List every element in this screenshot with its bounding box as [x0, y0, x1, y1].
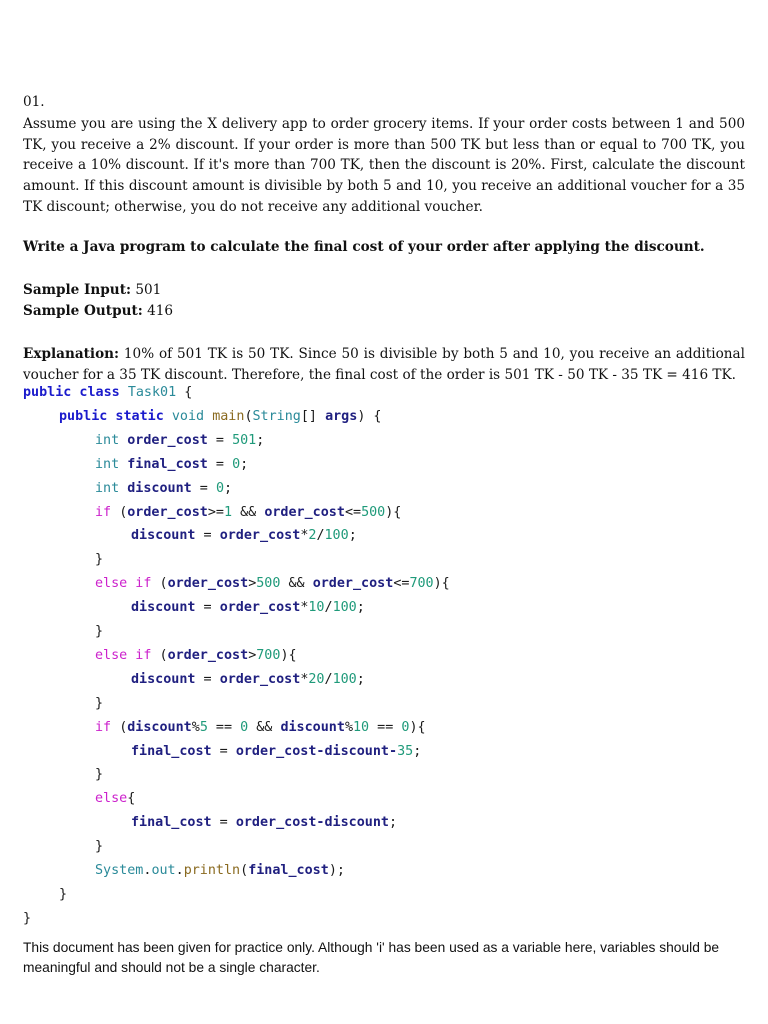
- sample-input-value: 501: [135, 282, 162, 298]
- code-token: ==: [369, 719, 402, 735]
- code-token: 2: [308, 528, 317, 544]
- explanation-label: Explanation:: [23, 346, 120, 362]
- code-token: discount: [131, 600, 196, 616]
- sample-output: [23, 303, 173, 319]
- code-token: (: [159, 647, 168, 663]
- code-token: }: [95, 552, 104, 568]
- code-token: discount: [127, 719, 192, 735]
- task-instruction: Write a Java program to calculate the final cost of your order after applying the discount.: [23, 239, 705, 255]
- code-token: &&: [280, 576, 313, 592]
- code-line: [95, 694, 103, 714]
- code-token: &&: [232, 504, 265, 520]
- code-token: (: [159, 576, 168, 592]
- code-token: >=: [207, 504, 224, 520]
- code-token: }: [95, 839, 104, 855]
- code-token: (: [240, 863, 249, 878]
- code-token: /: [316, 528, 325, 544]
- explanation: [23, 344, 745, 386]
- code-token: ;: [356, 600, 365, 616]
- code-token: System: [95, 863, 144, 878]
- code-token: public static: [59, 408, 172, 424]
- code-token: order_cost: [219, 600, 301, 616]
- sample-output-value: 416: [147, 303, 174, 319]
- code-token: >: [248, 576, 257, 592]
- code-token: Task01: [127, 385, 177, 400]
- code-token: 0: [215, 480, 224, 496]
- code-line: [95, 479, 232, 499]
- code-token: ){: [385, 504, 402, 520]
- code-token: final_cost: [131, 815, 212, 831]
- code-token: }: [23, 910, 32, 926]
- code-token: ;: [413, 743, 422, 759]
- code-token: >: [248, 647, 257, 663]
- code-token: 0: [232, 456, 241, 472]
- code-token: }: [95, 767, 104, 783]
- code-token: int: [95, 480, 128, 496]
- code-line: [95, 622, 103, 642]
- code-token: final_cost: [131, 743, 212, 759]
- code-token: ){: [280, 647, 297, 663]
- code-token: <=: [393, 576, 410, 592]
- code-token: ;: [389, 815, 398, 831]
- code-line: [95, 455, 248, 475]
- code-token: =: [207, 432, 233, 448]
- code-token: 20: [308, 671, 325, 687]
- code-token: order_cost: [127, 432, 208, 448]
- code-token: =: [211, 815, 236, 831]
- code-token: out: [151, 863, 176, 878]
- code-token: =: [211, 743, 236, 759]
- question-number: 01.: [23, 94, 45, 110]
- code-token: 1: [224, 504, 233, 520]
- code-line: [131, 526, 357, 546]
- problem-statement: Assume you are using the X delivery app to order grocery items. If your order costs between 1 and 500 TK, you receive a 2% discount. If your order is more than 500 TK but less than or equal to 700 TK, you receive a 10% discount. If it's more than 700 TK, then the discount is 20%. First, calculate the discount amount. If this discount amount is divisible by both 5 and 10, you receive an additional voucher for a 35 TK discount; otherwise, you do not receive any additional voucher.: [23, 116, 745, 215]
- sample-output-label: Sample Output:: [23, 303, 143, 319]
- code-token: );: [328, 863, 345, 878]
- code-token: %: [344, 719, 353, 735]
- code-token: ;: [348, 528, 357, 544]
- code-token: {: [176, 385, 193, 400]
- code-token: 100: [332, 600, 357, 616]
- code-token: if: [95, 719, 120, 735]
- code-token: discount: [131, 528, 196, 544]
- code-token: (: [119, 719, 128, 735]
- code-line: [131, 598, 365, 618]
- code-token: order_cost-discount: [235, 815, 389, 831]
- code-token: main: [212, 408, 245, 424]
- code-token: order_cost: [167, 576, 249, 592]
- code-token: %: [191, 719, 200, 735]
- code-line: [95, 789, 135, 809]
- code-line: [95, 431, 264, 451]
- code-token: ;: [240, 456, 249, 472]
- code-token: 10: [353, 719, 370, 735]
- code-token: =: [195, 671, 220, 687]
- code-token: 500: [256, 576, 281, 592]
- code-line: [95, 574, 450, 594]
- code-line: [131, 813, 397, 833]
- code-line: [131, 670, 365, 690]
- code-token: if: [95, 504, 120, 520]
- code-line: [95, 550, 103, 570]
- code-token: =: [195, 600, 220, 616]
- code-line: [95, 503, 401, 523]
- code-token: else: [95, 791, 128, 807]
- code-token: .: [175, 863, 184, 878]
- code-token: 700: [256, 647, 281, 663]
- code-token: ==: [207, 719, 241, 735]
- practice-note: This document has been given for practice only. Although 'i' has been used as a variable here, variables should be meaningful and should not be a single character.: [23, 940, 720, 975]
- code-token: ;: [224, 480, 233, 496]
- code-token: order_cost: [127, 504, 208, 520]
- code-line: [59, 885, 67, 905]
- code-token: order_cost: [219, 528, 301, 544]
- code-token: ) {: [357, 408, 382, 424]
- code-token: }: [95, 695, 104, 711]
- code-line: [131, 742, 421, 762]
- code-token: ){: [433, 576, 450, 592]
- code-token: order_cost: [312, 576, 394, 592]
- code-token: else if: [95, 576, 160, 592]
- code-token: order_cost: [219, 671, 301, 687]
- code-token: *: [300, 528, 309, 544]
- code-line: [95, 646, 297, 666]
- code-token: =: [195, 528, 220, 544]
- code-token: discount: [131, 671, 196, 687]
- sample-input-label: Sample Input:: [23, 282, 131, 298]
- code-token: ;: [356, 671, 365, 687]
- code-token: =: [191, 480, 216, 496]
- code-token: (: [119, 504, 128, 520]
- code-token: {: [127, 791, 136, 807]
- code-token: final_cost: [248, 863, 329, 878]
- code-token: (: [244, 408, 253, 424]
- code-token: order_cost-discount-: [235, 743, 398, 759]
- code-line: [95, 837, 103, 857]
- code-token: 10: [308, 600, 325, 616]
- code-token: void: [171, 408, 213, 424]
- code-token: 100: [332, 671, 357, 687]
- code-token: *: [300, 600, 309, 616]
- code-line: [23, 909, 31, 929]
- code-token: discount: [280, 719, 345, 735]
- code-token: 0: [240, 719, 249, 735]
- code-token: ){: [409, 719, 426, 735]
- code-token: /: [324, 671, 333, 687]
- code-token: 500: [361, 504, 386, 520]
- code-token: args: [325, 408, 358, 424]
- code-token: 35: [397, 743, 414, 759]
- code-token: ;: [256, 432, 265, 448]
- code-token: order_cost: [167, 647, 249, 663]
- explanation-text: 10% of 501 TK is 50 TK. Since 50 is divisible by both 5 and 10, you receive an additional voucher for a 35 TK discount. Therefore, the final cost of the order is 501 TK - 50 TK - 35 TK = 416 TK.: [23, 346, 745, 383]
- code-token: else if: [95, 647, 160, 663]
- code-line: [95, 861, 345, 881]
- code-token: discount: [127, 480, 192, 496]
- code-token: public class: [23, 385, 128, 400]
- code-token: &&: [248, 719, 281, 735]
- code-token: final_cost: [127, 456, 208, 472]
- code-token: String: [252, 408, 301, 424]
- sample-input: [23, 282, 161, 298]
- code-line: [59, 407, 382, 427]
- code-line: [23, 383, 192, 403]
- code-line: [95, 718, 426, 738]
- code-token: 501: [232, 432, 257, 448]
- code-token: println: [183, 863, 241, 878]
- code-token: order_cost: [264, 504, 345, 520]
- code-token: =: [207, 456, 233, 472]
- code-token: 0: [401, 719, 410, 735]
- code-line: [95, 765, 103, 785]
- code-token: int: [95, 432, 128, 448]
- code-token: *: [300, 671, 309, 687]
- code-token: 100: [324, 528, 349, 544]
- code-token: <=: [344, 504, 362, 520]
- code-token: .: [143, 863, 152, 878]
- code-token: 5: [199, 719, 208, 735]
- code-token: int: [95, 456, 128, 472]
- code-token: }: [59, 886, 68, 902]
- code-token: }: [95, 624, 104, 639]
- code-token: []: [300, 408, 326, 424]
- code-token: 700: [409, 576, 434, 592]
- code-token: /: [324, 600, 333, 616]
